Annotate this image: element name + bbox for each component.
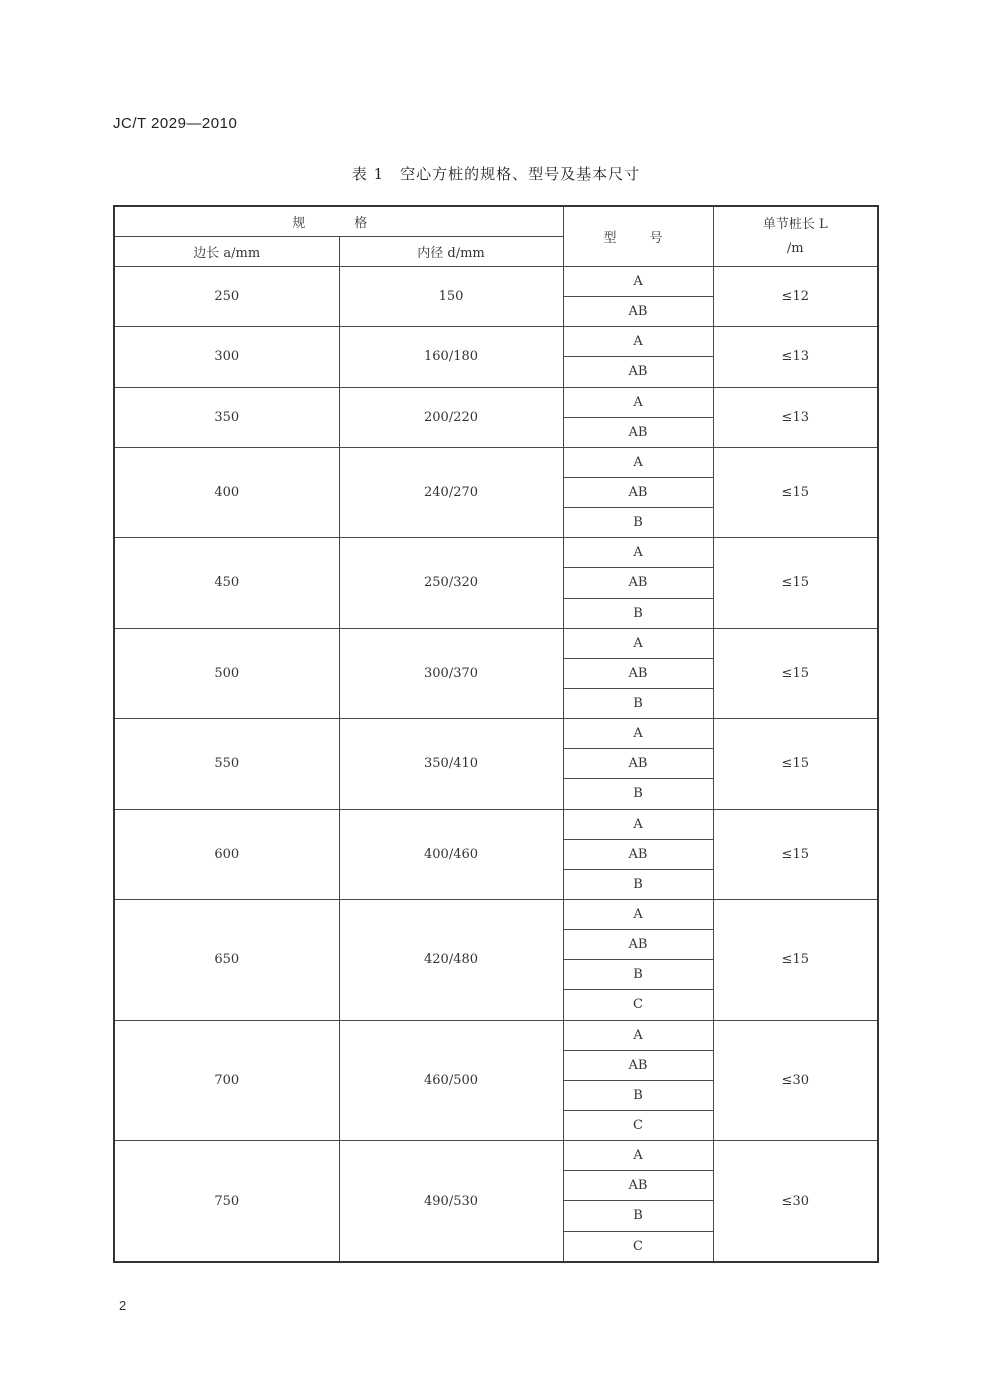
inner-diameter-cell: 160/180 — [339, 327, 563, 387]
model-cell: A — [563, 387, 713, 417]
side-length-cell: 700 — [114, 1020, 339, 1141]
model-cell: AB — [563, 749, 713, 779]
pile-length-cell: ≤13 — [713, 387, 878, 447]
spec-group-header: 规 格 — [114, 206, 563, 237]
model-cell: B — [563, 1201, 713, 1231]
model-cell: B — [563, 508, 713, 538]
page-number: 2 — [119, 1298, 127, 1313]
table-row — [114, 899, 878, 929]
side-length-cell: 450 — [114, 538, 339, 628]
inner-diameter-cell: 420/480 — [339, 899, 563, 1020]
side-length-cell: 600 — [114, 809, 339, 899]
inner-diameter-cell: 400/460 — [339, 809, 563, 899]
model-cell: C — [563, 1231, 713, 1262]
pile-length-cell: ≤15 — [713, 628, 878, 718]
model-cell: C — [563, 990, 713, 1020]
model-header: 型 号 — [563, 206, 713, 267]
model-cell: AB — [563, 297, 713, 327]
table-title: 表 1 空心方桩的规格、型号及基本尺寸 — [351, 165, 641, 183]
side-length-cell: 350 — [114, 387, 339, 447]
table-row — [114, 447, 878, 477]
table-row — [114, 719, 878, 749]
model-cell: B — [563, 688, 713, 718]
model-cell: AB — [563, 1050, 713, 1080]
document-code: JC/T 2029—2010 — [113, 115, 238, 132]
table-row — [114, 628, 878, 658]
pile-length-cell: ≤30 — [713, 1141, 878, 1262]
spec-table-body — [114, 267, 878, 1263]
side-length-cell: 500 — [114, 628, 339, 718]
model-cell: A — [563, 809, 713, 839]
model-cell: A — [563, 899, 713, 929]
pile-length-cell: ≤15 — [713, 447, 878, 537]
table-row — [114, 1020, 878, 1050]
model-cell: B — [563, 869, 713, 899]
table-row — [114, 387, 878, 417]
model-cell: A — [563, 719, 713, 749]
side-length-cell: 550 — [114, 719, 339, 809]
inner-diameter-cell: 350/410 — [339, 719, 563, 809]
pile-length-cell: ≤30 — [713, 1020, 878, 1141]
inner-diameter-header: 内径 d/mm — [339, 237, 563, 267]
pile-length-header-line2: /m — [786, 240, 804, 256]
table-row — [114, 538, 878, 568]
inner-diameter-cell: 460/500 — [339, 1020, 563, 1141]
table-row — [114, 1141, 878, 1171]
spec-table — [113, 205, 879, 1263]
side-length-cell: 400 — [114, 447, 339, 537]
side-length-cell: 650 — [114, 899, 339, 1020]
model-cell: AB — [563, 658, 713, 688]
side-length-cell: 300 — [114, 327, 339, 387]
model-cell: AB — [563, 839, 713, 869]
model-cell: B — [563, 1080, 713, 1110]
model-cell: A — [563, 628, 713, 658]
model-cell: A — [563, 1141, 713, 1171]
inner-diameter-cell: 250/320 — [339, 538, 563, 628]
model-cell: A — [563, 327, 713, 357]
model-cell: AB — [563, 568, 713, 598]
pile-length-cell: ≤15 — [713, 809, 878, 899]
pile-length-cell: ≤15 — [713, 538, 878, 628]
pile-length-header-line1: 单节桩长 L — [762, 216, 828, 232]
inner-diameter-cell: 240/270 — [339, 447, 563, 537]
pile-length-cell: ≤15 — [713, 719, 878, 809]
pile-length-cell: ≤12 — [713, 267, 878, 327]
side-length-cell: 750 — [114, 1141, 339, 1262]
table-row — [114, 327, 878, 357]
model-cell: B — [563, 779, 713, 809]
model-cell: A — [563, 538, 713, 568]
model-cell: C — [563, 1110, 713, 1140]
table-row — [114, 809, 878, 839]
model-cell: AB — [563, 1171, 713, 1201]
pile-length-cell: ≤13 — [713, 327, 878, 387]
table-row — [114, 267, 878, 297]
inner-diameter-cell: 300/370 — [339, 628, 563, 718]
model-cell: A — [563, 267, 713, 297]
inner-diameter-cell: 150 — [339, 267, 563, 327]
model-cell: A — [563, 1020, 713, 1050]
pile-length-header — [713, 206, 878, 267]
model-cell: AB — [563, 417, 713, 447]
model-cell: B — [563, 960, 713, 990]
model-cell: AB — [563, 930, 713, 960]
side-length-header: 边长 a/mm — [114, 237, 339, 267]
inner-diameter-cell: 200/220 — [339, 387, 563, 447]
model-cell: B — [563, 598, 713, 628]
inner-diameter-cell: 490/530 — [339, 1141, 563, 1262]
model-cell: AB — [563, 357, 713, 387]
model-cell: AB — [563, 477, 713, 507]
pile-length-cell: ≤15 — [713, 899, 878, 1020]
side-length-cell: 250 — [114, 267, 339, 327]
model-cell: A — [563, 447, 713, 477]
